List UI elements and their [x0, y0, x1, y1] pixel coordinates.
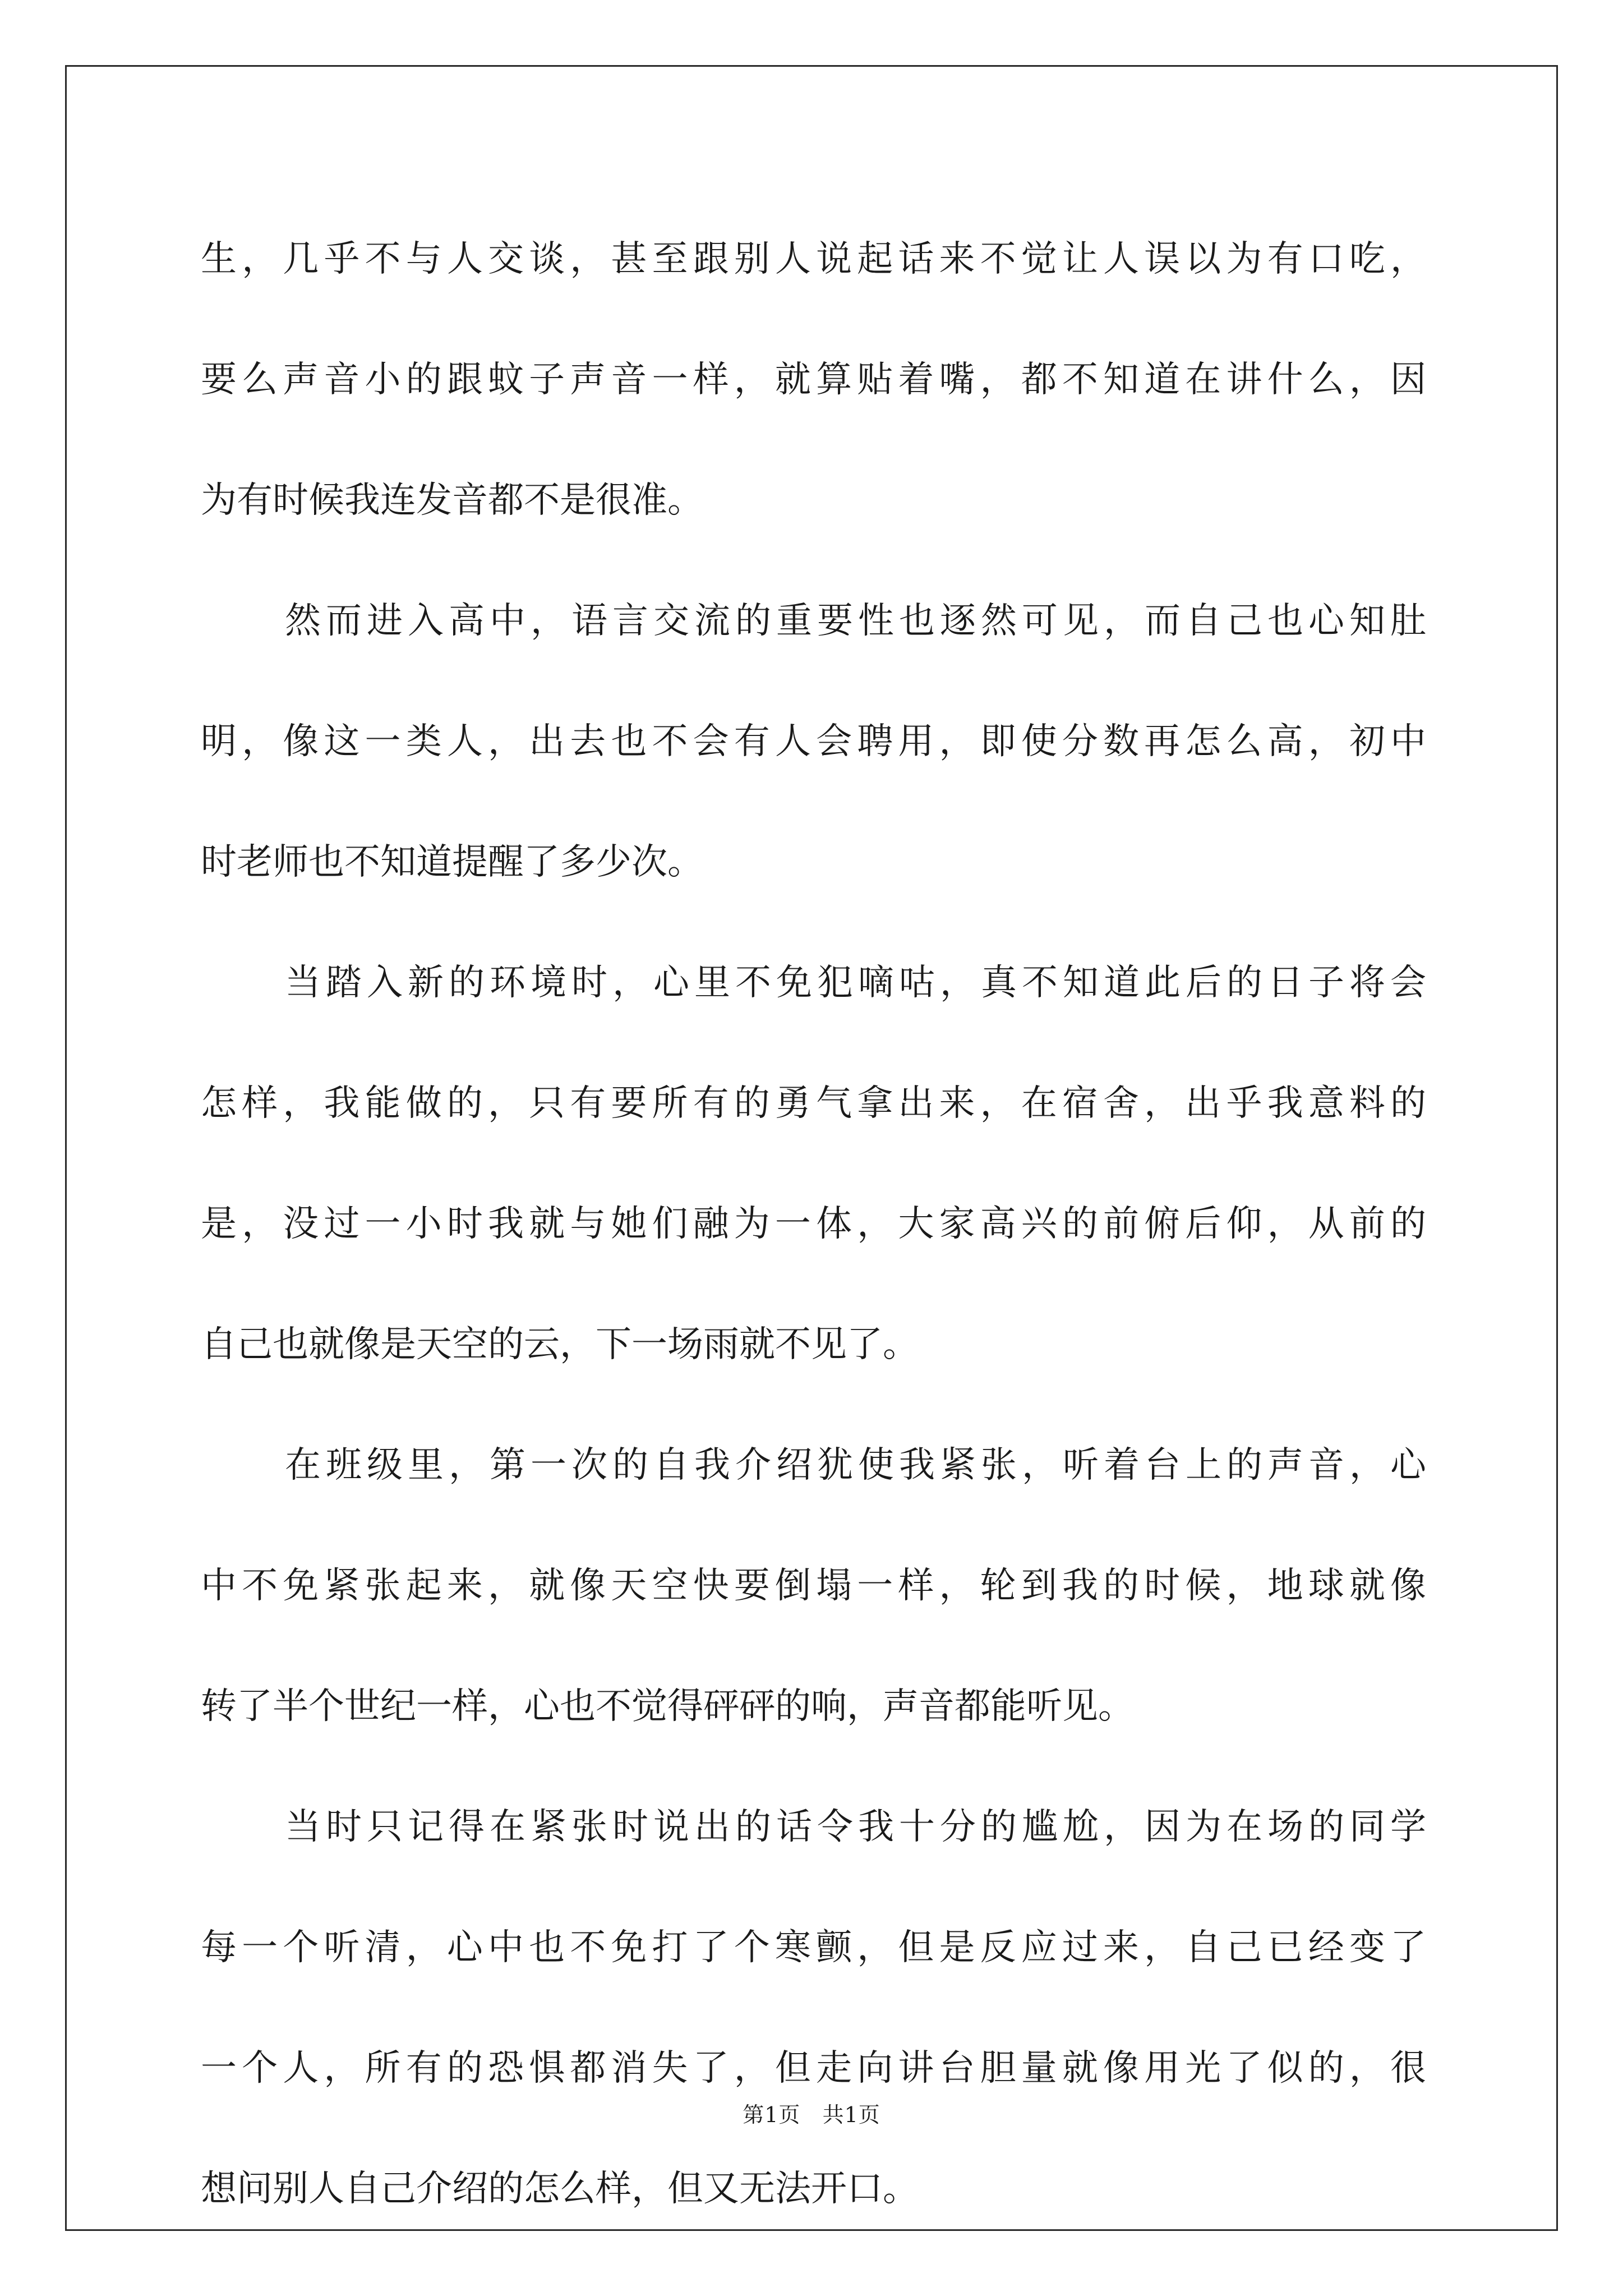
text-line: 明，像这一类人，出去也不会有人会聘用，即使分数再怎么高，初中	[201, 721, 1426, 762]
text-line: 转了半个世纪一样，心也不觉得砰砰的响，声音都能听见。	[201, 1686, 1134, 1727]
paragraph-first-line: 在班级里，第一次的自我介绍犹使我紧张，听着台上的声音，心	[285, 1444, 1426, 1486]
text-line: 为有时候我连发音都不是很准。	[201, 480, 703, 521]
text-line: 自己也就像是天空的云，下一场雨就不见了。	[201, 1324, 919, 1365]
text-line: 时老师也不知道提醒了多少次。	[201, 841, 703, 883]
text-line: 要么声音小的跟蚊子声音一样，就算贴着嘴，都不知道在讲什么，因	[201, 359, 1426, 401]
text-line: 中不免紧张起来，就像天空快要倒塌一样，轮到我的时候，地球就像	[201, 1565, 1426, 1607]
page-indicator: 第1页 共1页	[743, 2102, 880, 2127]
text-line: 生，几乎不与人交谈，甚至跟别人说起话来不觉让人误以为有口吃，	[201, 238, 1426, 280]
paragraph-first-line: 当时只记得在紧张时说出的话令我十分的尴尬，因为在场的同学	[285, 1806, 1426, 1848]
text-line: 怎样，我能做的，只有要所有的勇气拿出来，在宿舍，出乎我意料的	[201, 1083, 1426, 1124]
text-line: 是，没过一小时我就与她们融为一体，大家高兴的前俯后仰，从前的	[201, 1203, 1426, 1245]
text-line: 每一个听清，心中也不免打了个寒颤，但是反应过来，自己已经变了	[201, 1927, 1426, 1968]
text-line: 一个人，所有的恐惧都消失了，但走向讲台胆量就像用光了似的，很	[201, 2047, 1426, 2089]
document-body	[201, 199, 1426, 2249]
text-line: 想问别人自己介绍的怎么样，但又无法开口。	[201, 2168, 919, 2210]
paragraph-first-line: 当踏入新的环境时，心里不免犯嘀咕，真不知道此后的日子将会	[285, 962, 1426, 1004]
page-footer	[0, 2101, 1623, 2129]
paragraph-first-line: 然而进入高中，语言交流的重要性也逐然可见，而自己也心知肚	[285, 600, 1426, 642]
